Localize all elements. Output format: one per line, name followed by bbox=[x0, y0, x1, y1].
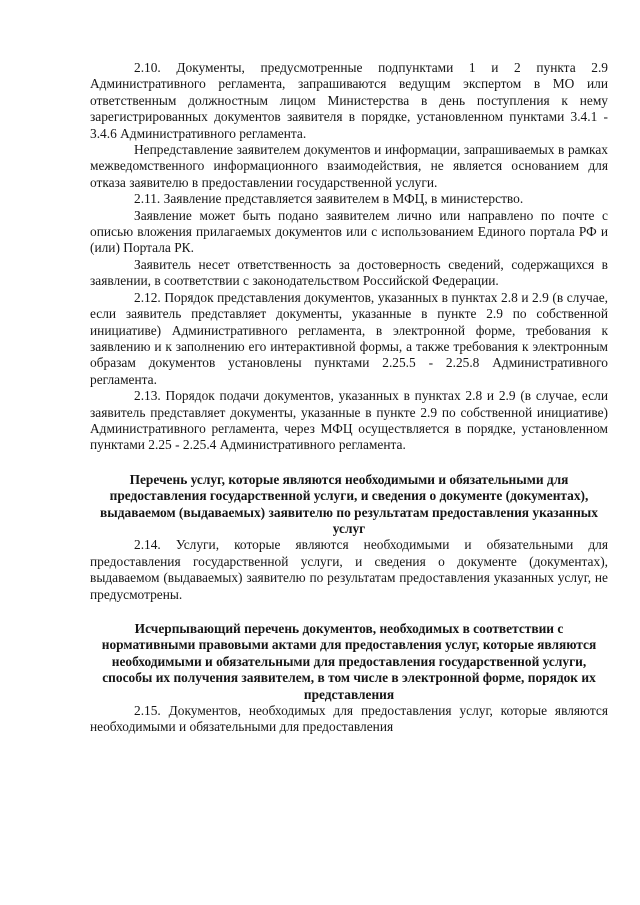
paragraph-2-15: 2.15. Документов, необходимых для предоставления услуг, которые являются необходимыми и обязательными для предоставления bbox=[90, 703, 608, 735]
paragraph-2-10: 2.10. Документы, предусмотренные подпунктами 1 и 2 пункта 2.9 Административного регламента, запрашиваются ведущим экспертом в МО или ответственным должностным лицом Министерства в день поступления к нему зарегистрированных документов заявителя в порядке, установленном пунктами 3.4.1 - 3.4.6 Административного регламента. bbox=[90, 60, 608, 141]
paragraph-2-12: 2.12. Порядок представления документов, указанных в пунктах 2.8 и 2.9 (в случае, если заявитель представляет документы, указанные в пункте 2.9 по собственной инициативе) Административного регламента, в электронной форме, требования к заявлению и к заполнению его интерактивной формы, а также требования к электронным образам документов установлены пунктами 2.25.5 - 2.25.8 Административного регламента. bbox=[90, 289, 608, 387]
paragraph-2-11: 2.11. Заявление представляется заявителем в МФЦ, в министерство. bbox=[134, 191, 524, 207]
paragraph-2-11-responsibility: Заявитель несет ответственность за достоверность сведений, содержащихся в заявлении, в соответствии с законодательством Российской Федерации. bbox=[90, 256, 608, 289]
section-heading-documents-list: Исчерпывающий перечень документов, необходимых в соответствии с нормативными правовыми актами для предоставления услуг, которые являются необходимыми и обязательными для предоставления государственной услуги, способы их получения заявителем, в том числе в электронной форме, порядок их представления bbox=[101, 621, 597, 702]
paragraph-2-13: 2.13. Порядок подачи документов, указанных в пунктах 2.8 и 2.9 (в случае, если заявитель представляет документы, указанные в пункте 2.9 по собственной инициативе) Административного регламента, через МФЦ осуществляется в порядке, установленном пунктами 2.25 - 2.25.4 Административного регламента. bbox=[90, 388, 608, 453]
paragraph-2-14: 2.14. Услуги, которые являются необходимыми и обязательными для предоставления государственной услуги, и сведения о документе (документах), выдаваемом (выдаваемых) заявителю по результатам предоставления указанных услуг, не предусмотрены. bbox=[90, 537, 608, 602]
section-heading-services: Перечень услуг, которые являются необходимыми и обязательными для предоставления государственной услуги, и сведения о документе (документах), выдаваемом (выдаваемых) заявителю по результатам предоставления указанных услуг bbox=[100, 471, 598, 536]
paragraph-2-11-submission: Заявление может быть подано заявителем лично или направлено по почте с описью вложения прилагаемых документов или с использованием Единого портала РФ и (или) Портала РК. bbox=[90, 207, 608, 256]
document-page bbox=[90, 60, 608, 736]
paragraph-2-10-nonsubmission: Непредставление заявителем документов и информации, запрашиваемых в рамках межведомственного информационного взаимодействия, не является основанием для отказа заявителю в предоставлении государственной услуги. bbox=[90, 142, 608, 190]
